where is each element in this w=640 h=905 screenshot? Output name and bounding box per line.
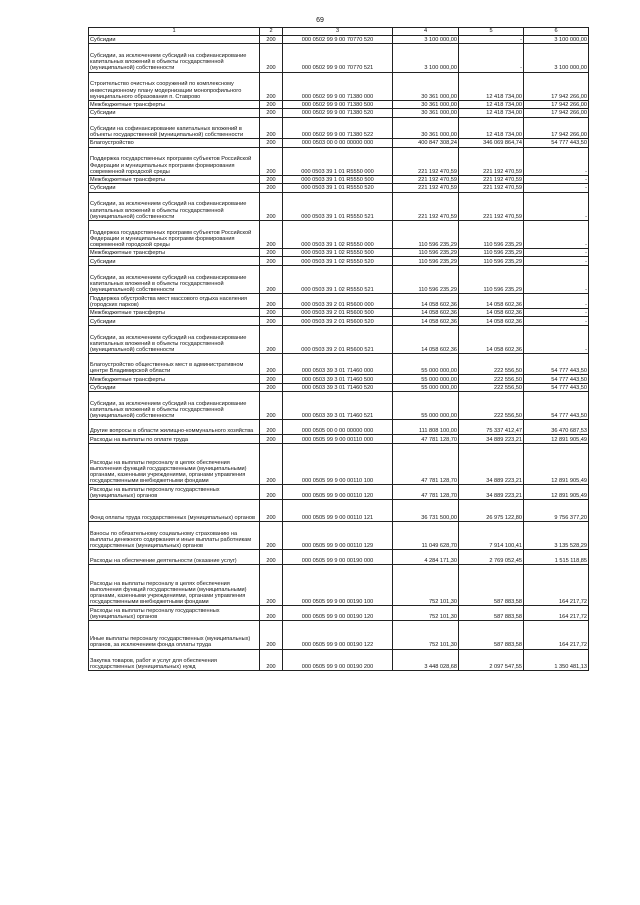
row-approved-cell: 14 058 602,36: [393, 293, 459, 308]
row-approved-cell: 14 058 602,36: [393, 308, 459, 316]
row-executed-cell: 222 556,50: [459, 353, 524, 375]
table-row: [89, 606, 589, 621]
row-unexecuted-cell: 17 942 266,00: [524, 100, 589, 108]
row-unexecuted-cell: 54 777 443,50: [524, 139, 589, 147]
table-row: [89, 383, 589, 391]
row-classification-code-cell: 000 0503 39 2 01 R5600 500: [283, 308, 393, 316]
row-approved-cell: 55 000 000,00: [393, 392, 459, 420]
row-name-cell: Межбюджетные трансферты: [89, 248, 260, 256]
row-name-cell: Субсидии на софинансирование капитальных вложений в объекты государственной (муниципальной) собственности: [89, 117, 260, 139]
row-executed-cell: 2 097 547,55: [459, 649, 524, 671]
page-number: 69: [316, 17, 324, 24]
row-executed-cell: 2 769 052,45: [459, 549, 524, 564]
row-name-cell: Субсидии: [89, 383, 260, 391]
row-approved-cell: 221 192 470,59: [393, 184, 459, 192]
table-row: [89, 564, 589, 605]
row-classification-code-cell: 000 0503 39 1 01 R5550 520: [283, 184, 393, 192]
row-line-code-cell: 200: [260, 257, 283, 265]
row-executed-cell: 222 556,50: [459, 392, 524, 420]
row-executed-cell: 221 192 470,59: [459, 175, 524, 183]
row-name-cell: Закупка товаров, работ и услуг для обеспечения государственных (муниципальных) нужд: [89, 649, 260, 671]
table-row: [89, 649, 589, 671]
row-executed-cell: 221 192 470,59: [459, 192, 524, 220]
row-name-cell: Поддержка государственных программ субъектов Российской Федерации и муниципальных программ формирования современной городской среды: [89, 220, 260, 248]
row-approved-cell: 30 361 000,00: [393, 117, 459, 139]
row-unexecuted-cell: -: [524, 220, 589, 248]
table-row: [89, 248, 589, 256]
row-executed-cell: 221 192 470,59: [459, 184, 524, 192]
row-unexecuted-cell: 1 350 481,13: [524, 649, 589, 671]
row-classification-code-cell: 000 0503 39 1 02 R5550 000: [283, 220, 393, 248]
row-approved-cell: 221 192 470,59: [393, 147, 459, 175]
row-approved-cell: 110 596 235,29: [393, 265, 459, 293]
table-row: [89, 521, 589, 549]
row-classification-code-cell: 000 0503 39 3 01 71460 500: [283, 375, 393, 383]
table-row: [89, 117, 589, 139]
row-approved-cell: 110 596 235,29: [393, 248, 459, 256]
row-executed-cell: -: [459, 44, 524, 72]
row-unexecuted-cell: 17 942 266,00: [524, 109, 589, 117]
row-name-cell: Субсидии, за исключением субсидий на софинансирование капитальных вложений в объекты государственной (муниципальной) собственности: [89, 325, 260, 353]
row-classification-code-cell: 000 0503 39 1 02 R5550 520: [283, 257, 393, 265]
table-row: [89, 375, 589, 383]
row-classification-code-cell: 000 0505 99 9 00 00110 100: [283, 443, 393, 484]
row-approved-cell: 11 049 628,70: [393, 521, 459, 549]
row-name-cell: Субсидии: [89, 257, 260, 265]
row-executed-cell: 7 914 100,41: [459, 521, 524, 549]
table-row: [89, 220, 589, 248]
row-unexecuted-cell: 3 100 000,00: [524, 44, 589, 72]
row-executed-cell: 34 889 223,21: [459, 435, 524, 443]
row-line-code-cell: 200: [260, 117, 283, 139]
row-name-cell: Субсидии: [89, 36, 260, 44]
row-line-code-cell: 200: [260, 606, 283, 621]
row-executed-cell: 34 889 223,21: [459, 443, 524, 484]
row-name-cell: Расходы на выплаты по оплате труда: [89, 435, 260, 443]
table-row: [89, 139, 589, 147]
row-classification-code-cell: 000 0502 99 9 00 71380 000: [283, 72, 393, 100]
row-unexecuted-cell: 1 515 118,85: [524, 549, 589, 564]
row-name-cell: Строительство очистных сооружений по комплексному инвестиционному плану модернизации монопрофильного муниципального образования п. Ставрово: [89, 72, 260, 100]
row-name-cell: Субсидии, за исключением субсидий на софинансирование капитальных вложений в объекты государственной (муниципальной) собственности: [89, 44, 260, 72]
row-line-code-cell: 200: [260, 72, 283, 100]
table-row: [89, 353, 589, 375]
row-classification-code-cell: 000 0505 99 9 00 00190 200: [283, 649, 393, 671]
row-classification-code-cell: 000 0503 39 2 01 R5600 520: [283, 317, 393, 325]
row-classification-code-cell: 000 0502 99 9 00 70770 520: [283, 36, 393, 44]
row-name-cell: Субсидии: [89, 317, 260, 325]
row-line-code-cell: 200: [260, 420, 283, 435]
row-name-cell: Фонд оплаты труда государственных (муниципальных) органов: [89, 500, 260, 522]
row-line-code-cell: 200: [260, 175, 283, 183]
row-approved-cell: 30 361 000,00: [393, 72, 459, 100]
row-unexecuted-cell: -: [524, 175, 589, 183]
row-line-code-cell: 200: [260, 485, 283, 500]
row-classification-code-cell: 000 0502 99 9 00 71380 500: [283, 100, 393, 108]
row-classification-code-cell: 000 0503 39 1 01 R5550 500: [283, 175, 393, 183]
row-executed-cell: 12 418 734,00: [459, 109, 524, 117]
table-row: [89, 44, 589, 72]
column-header-approved: 4: [393, 28, 459, 36]
row-line-code-cell: 200: [260, 549, 283, 564]
column-header-name: 1: [89, 28, 260, 36]
row-line-code-cell: 200: [260, 435, 283, 443]
row-classification-code-cell: 000 0502 99 9 00 71380 522: [283, 117, 393, 139]
row-approved-cell: 3 100 000,00: [393, 36, 459, 44]
row-approved-cell: 752 101,30: [393, 606, 459, 621]
row-classification-code-cell: 000 0503 39 1 01 R5550 000: [283, 147, 393, 175]
row-executed-cell: 12 418 734,00: [459, 100, 524, 108]
row-executed-cell: 14 058 602,36: [459, 293, 524, 308]
row-approved-cell: 30 361 000,00: [393, 100, 459, 108]
row-approved-cell: 400 847 308,24: [393, 139, 459, 147]
row-classification-code-cell: 000 0505 99 9 00 00190 122: [283, 621, 393, 649]
row-unexecuted-cell: -: [524, 265, 589, 293]
row-line-code-cell: 200: [260, 621, 283, 649]
row-unexecuted-cell: 54 777 443,50: [524, 383, 589, 391]
row-name-cell: Иные выплаты персоналу государственных (муниципальных) органов, за исключением фонда оплаты труда: [89, 621, 260, 649]
row-approved-cell: 30 361 000,00: [393, 109, 459, 117]
row-classification-code-cell: 000 0503 39 1 02 R5550 500: [283, 248, 393, 256]
row-line-code-cell: 200: [260, 44, 283, 72]
row-name-cell: Субсидии, за исключением субсидий на софинансирование капитальных вложений в объекты государственной (муниципальной) собственности: [89, 265, 260, 293]
row-line-code-cell: 200: [260, 109, 283, 117]
row-unexecuted-cell: -: [524, 184, 589, 192]
row-name-cell: Взносы по обязательному социальному страхованию на выплаты денежного содержания и иные выплаты работникам государственных (муниципальных) органов: [89, 521, 260, 549]
row-unexecuted-cell: 36 470 687,53: [524, 420, 589, 435]
row-unexecuted-cell: -: [524, 308, 589, 316]
column-number-row: [89, 28, 589, 36]
table-row: [89, 36, 589, 44]
row-name-cell: Субсидии, за исключением субсидий на софинансирование капитальных вложений в объекты государственной (муниципальной) собственности: [89, 392, 260, 420]
row-line-code-cell: 200: [260, 317, 283, 325]
row-approved-cell: 55 000 000,00: [393, 353, 459, 375]
row-classification-code-cell: 000 0503 39 2 01 R5600 521: [283, 325, 393, 353]
row-classification-code-cell: 000 0502 99 9 00 70770 521: [283, 44, 393, 72]
row-unexecuted-cell: 12 891 905,49: [524, 443, 589, 484]
row-line-code-cell: 200: [260, 375, 283, 383]
row-line-code-cell: 200: [260, 147, 283, 175]
row-line-code-cell: 200: [260, 184, 283, 192]
row-executed-cell: 221 192 470,59: [459, 147, 524, 175]
row-approved-cell: 36 731 500,00: [393, 500, 459, 522]
row-approved-cell: 55 000 000,00: [393, 375, 459, 383]
row-unexecuted-cell: -: [524, 248, 589, 256]
row-classification-code-cell: 000 0503 39 3 01 71460 520: [283, 383, 393, 391]
row-executed-cell: 110 596 235,29: [459, 265, 524, 293]
row-line-code-cell: 200: [260, 353, 283, 375]
row-unexecuted-cell: -: [524, 325, 589, 353]
row-classification-code-cell: 000 0505 00 0 00 00000 000: [283, 420, 393, 435]
row-unexecuted-cell: 12 891 905,49: [524, 435, 589, 443]
row-name-cell: Субсидии: [89, 109, 260, 117]
row-classification-code-cell: 000 0503 00 0 00 00000 000: [283, 139, 393, 147]
row-unexecuted-cell: 12 891 905,49: [524, 485, 589, 500]
table-row: [89, 265, 589, 293]
row-approved-cell: 110 596 235,29: [393, 257, 459, 265]
row-line-code-cell: 200: [260, 392, 283, 420]
row-line-code-cell: 200: [260, 325, 283, 353]
row-executed-cell: 14 058 602,36: [459, 325, 524, 353]
row-executed-cell: 26 975 122,80: [459, 500, 524, 522]
row-name-cell: Межбюджетные трансферты: [89, 175, 260, 183]
row-line-code-cell: 200: [260, 36, 283, 44]
row-unexecuted-cell: -: [524, 257, 589, 265]
table-row: [89, 109, 589, 117]
row-executed-cell: 110 596 235,29: [459, 248, 524, 256]
row-name-cell: Расходы на обеспечение деятельности (оказание услуг): [89, 549, 260, 564]
row-line-code-cell: 200: [260, 293, 283, 308]
row-executed-cell: 75 337 412,47: [459, 420, 524, 435]
row-line-code-cell: 200: [260, 192, 283, 220]
row-name-cell: Поддержка государственных программ субъектов Российской Федерации и муниципальных программ формирования современной городской среды: [89, 147, 260, 175]
row-approved-cell: 14 058 602,36: [393, 325, 459, 353]
row-classification-code-cell: 000 0503 39 1 02 R5550 521: [283, 265, 393, 293]
row-approved-cell: 110 596 235,29: [393, 220, 459, 248]
row-unexecuted-cell: -: [524, 317, 589, 325]
row-approved-cell: 3 448 028,68: [393, 649, 459, 671]
row-classification-code-cell: 000 0505 99 9 00 00110 129: [283, 521, 393, 549]
row-executed-cell: 14 058 602,36: [459, 317, 524, 325]
row-executed-cell: 587 883,58: [459, 606, 524, 621]
table-row: [89, 308, 589, 316]
row-unexecuted-cell: 164 217,72: [524, 564, 589, 605]
row-classification-code-cell: 000 0503 39 3 01 71460 000: [283, 353, 393, 375]
row-approved-cell: 55 000 000,00: [393, 383, 459, 391]
row-approved-cell: 111 808 100,00: [393, 420, 459, 435]
row-executed-cell: 14 058 602,36: [459, 308, 524, 316]
table-row: [89, 392, 589, 420]
row-executed-cell: 110 596 235,29: [459, 220, 524, 248]
table-row: [89, 500, 589, 522]
row-classification-code-cell: 000 0503 39 2 01 R5600 000: [283, 293, 393, 308]
row-line-code-cell: 200: [260, 521, 283, 549]
row-executed-cell: -: [459, 36, 524, 44]
row-name-cell: Межбюджетные трансферты: [89, 308, 260, 316]
row-unexecuted-cell: 164 217,72: [524, 621, 589, 649]
row-unexecuted-cell: 3 135 528,29: [524, 521, 589, 549]
row-classification-code-cell: 000 0503 39 3 01 71460 521: [283, 392, 393, 420]
row-line-code-cell: 200: [260, 383, 283, 391]
table-row: [89, 621, 589, 649]
row-unexecuted-cell: -: [524, 293, 589, 308]
row-classification-code-cell: 000 0505 99 9 00 00190 100: [283, 564, 393, 605]
row-unexecuted-cell: 17 942 266,00: [524, 72, 589, 100]
row-line-code-cell: 200: [260, 500, 283, 522]
row-approved-cell: 47 781 128,70: [393, 443, 459, 484]
row-approved-cell: 4 284 171,30: [393, 549, 459, 564]
row-unexecuted-cell: 3 100 000,00: [524, 36, 589, 44]
row-unexecuted-cell: 9 756 377,20: [524, 500, 589, 522]
row-line-code-cell: 200: [260, 308, 283, 316]
row-line-code-cell: 200: [260, 649, 283, 671]
row-name-cell: Расходы на выплаты персоналу государственных (муниципальных) органов: [89, 485, 260, 500]
row-classification-code-cell: 000 0505 99 9 00 00190 000: [283, 549, 393, 564]
table-row: [89, 72, 589, 100]
row-name-cell: Субсидии, за исключением субсидий на софинансирование капитальных вложений в объекты государственной (муниципальной) собственности: [89, 192, 260, 220]
row-line-code-cell: 200: [260, 564, 283, 605]
row-name-cell: Благоустройство общественных мест в административном центре Владимирской области: [89, 353, 260, 375]
row-unexecuted-cell: 54 777 443,50: [524, 392, 589, 420]
budget-execution-table: [88, 27, 589, 671]
table-row: [89, 317, 589, 325]
row-executed-cell: 34 889 223,21: [459, 485, 524, 500]
table-row: [89, 147, 589, 175]
row-classification-code-cell: 000 0502 99 9 00 71380 520: [283, 109, 393, 117]
row-name-cell: Другие вопросы в области жилищно-коммунального хозяйства: [89, 420, 260, 435]
table-row: [89, 443, 589, 484]
table-row: [89, 293, 589, 308]
row-executed-cell: 12 418 734,00: [459, 72, 524, 100]
row-executed-cell: 222 556,50: [459, 383, 524, 391]
row-name-cell: Расходы на выплаты персоналу в целях обеспечения выполнения функций государственными (муниципальными) органами, казенными учреждениями, органами управления государственными внебюджетными фондами: [89, 443, 260, 484]
row-unexecuted-cell: 54 777 443,50: [524, 353, 589, 375]
row-name-cell: Благоустройство: [89, 139, 260, 147]
row-approved-cell: 752 101,30: [393, 564, 459, 605]
row-line-code-cell: 200: [260, 139, 283, 147]
row-approved-cell: 47 781 128,70: [393, 485, 459, 500]
row-classification-code-cell: 000 0505 99 9 00 00110 000: [283, 435, 393, 443]
row-approved-cell: 14 058 602,36: [393, 317, 459, 325]
row-executed-cell: 587 883,58: [459, 564, 524, 605]
column-header-line-code: 2: [260, 28, 283, 36]
row-unexecuted-cell: 54 777 443,50: [524, 375, 589, 383]
row-name-cell: Межбюджетные трансферты: [89, 100, 260, 108]
row-classification-code-cell: 000 0505 99 9 00 00110 121: [283, 500, 393, 522]
row-unexecuted-cell: -: [524, 192, 589, 220]
row-executed-cell: 587 883,58: [459, 621, 524, 649]
table-row: [89, 485, 589, 500]
row-line-code-cell: 200: [260, 248, 283, 256]
row-approved-cell: 221 192 470,59: [393, 192, 459, 220]
table-row: [89, 175, 589, 183]
table-row: [89, 184, 589, 192]
row-name-cell: Расходы на выплаты персоналу государственных (муниципальных) органов: [89, 606, 260, 621]
row-classification-code-cell: 000 0505 99 9 00 00110 120: [283, 485, 393, 500]
row-classification-code-cell: 000 0505 99 9 00 00190 120: [283, 606, 393, 621]
row-line-code-cell: 200: [260, 443, 283, 484]
table-row: [89, 192, 589, 220]
row-unexecuted-cell: -: [524, 147, 589, 175]
column-header-executed: 5: [459, 28, 524, 36]
row-line-code-cell: 200: [260, 265, 283, 293]
table-row: [89, 257, 589, 265]
row-executed-cell: 110 596 235,29: [459, 257, 524, 265]
row-approved-cell: 3 100 000,00: [393, 44, 459, 72]
row-executed-cell: 12 418 734,00: [459, 117, 524, 139]
row-unexecuted-cell: 164 217,72: [524, 606, 589, 621]
row-name-cell: Расходы на выплаты персоналу в целях обеспечения выполнения функций государственными (муниципальными) органами, казенными учреждениями, органами управления государственными внебюджетными фондами: [89, 564, 260, 605]
row-unexecuted-cell: 17 942 266,00: [524, 117, 589, 139]
column-header-classification-code: 3: [283, 28, 393, 36]
table-body: [89, 36, 589, 671]
row-approved-cell: 752 101,30: [393, 621, 459, 649]
row-executed-cell: 346 069 864,74: [459, 139, 524, 147]
table-row: [89, 420, 589, 435]
row-line-code-cell: 200: [260, 220, 283, 248]
row-name-cell: Субсидии: [89, 184, 260, 192]
row-executed-cell: 222 556,50: [459, 375, 524, 383]
row-name-cell: Межбюджетные трансферты: [89, 375, 260, 383]
table-row: [89, 549, 589, 564]
column-header-unexecuted: 6: [524, 28, 589, 36]
row-classification-code-cell: 000 0503 39 1 01 R5550 521: [283, 192, 393, 220]
table-row: [89, 325, 589, 353]
row-approved-cell: 47 781 128,70: [393, 435, 459, 443]
row-line-code-cell: 200: [260, 100, 283, 108]
table-row: [89, 100, 589, 108]
row-approved-cell: 221 192 470,59: [393, 175, 459, 183]
row-name-cell: Поддержка обустройства мест массового отдыха населения (городских парков): [89, 293, 260, 308]
table-row: [89, 435, 589, 443]
